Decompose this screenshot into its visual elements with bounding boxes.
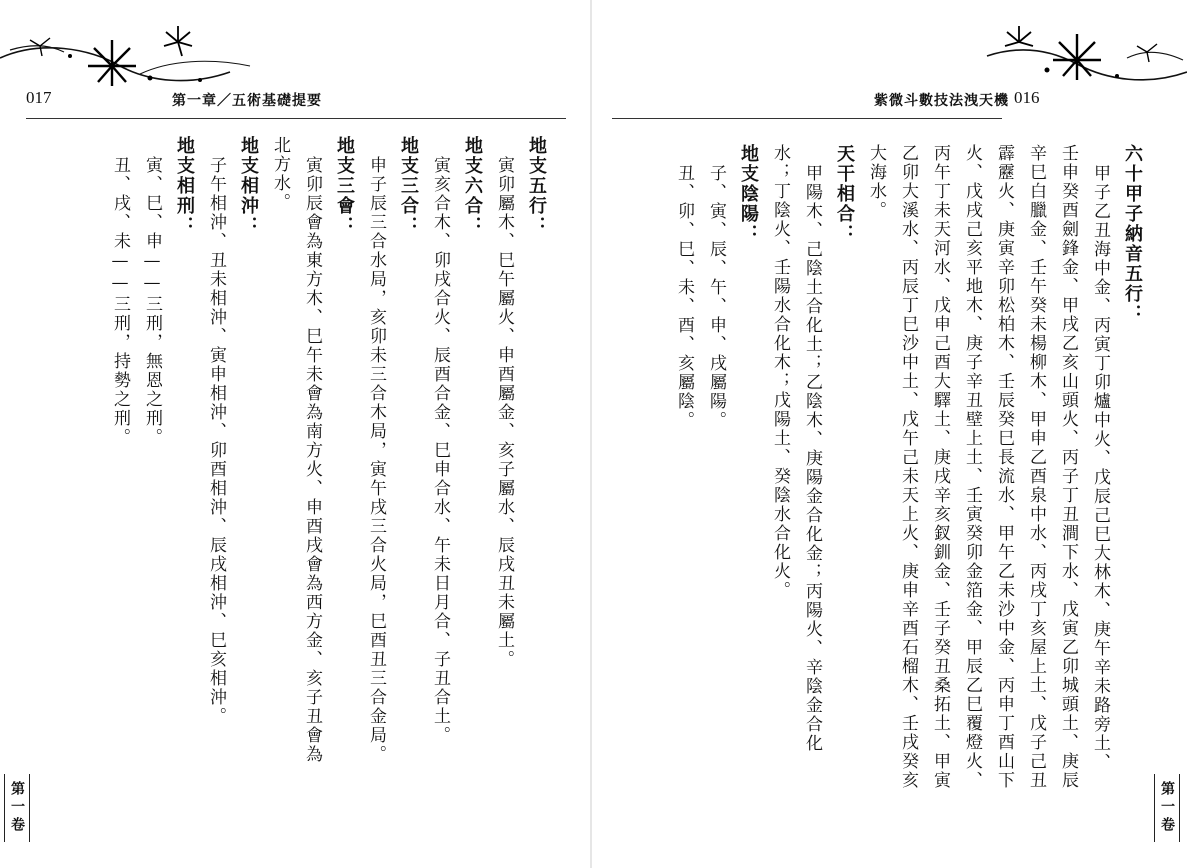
page-number: 017: [26, 88, 52, 107]
header-rule: [26, 118, 566, 119]
text-column: 子、寅、辰、午、申、戌屬陽。: [706, 164, 726, 431]
section-heading: 地支陰陽：: [738, 144, 759, 244]
text-column: 丑、卯、巳、未、酉、亥屬陰。: [674, 164, 694, 431]
text-column: 甲陽木、己陰土合化土；乙陰木、庚陽金合化金；丙陽火、辛陰金合化: [802, 164, 822, 754]
section-heading: 地支五行：: [526, 136, 547, 236]
volume-tab: 第一卷: [1154, 774, 1180, 842]
section-heading: 地支三會：: [334, 136, 355, 236]
text-column: 辛巳白臘金、壬午癸未楊柳木、甲申乙酉泉中水、丙戌丁亥屋上土、戊子己丑: [1026, 144, 1046, 790]
text-column: 寅亥合木、卯戌合火、辰酉合金、巳申合水、午未日月合、子丑合土。: [430, 156, 450, 746]
running-head: 紫微斗數技法洩天機: [874, 93, 1009, 109]
text-column: 寅卯屬木、巳午屬火、申酉屬金、亥子屬水、辰戌丑未屬土。: [494, 156, 514, 670]
section-heading: 地支相沖：: [238, 136, 259, 236]
text-column: 水；丁陰火、壬陽水合化木；戊陽土、癸陰水合化火。: [770, 144, 790, 600]
text-column: 霹靂火、庚寅辛卯松柏木、壬辰癸巳長流水、甲午乙未沙中金、丙申丁酉山下: [994, 144, 1014, 790]
text-column: 壬申癸酉劍鋒金、甲戌乙亥山頭火、丙子丁丑澗下水、戊寅乙卯城頭土、庚辰: [1058, 144, 1078, 790]
text-column: 申子辰三合水局，亥卯未三合木局，寅午戌三合火局，巳酉丑三合金局。: [366, 156, 386, 765]
text-column: 乙卯大溪水、丙辰丁巳沙中土、戊午己未天上火、庚申辛酉石榴木、壬戌癸亥: [898, 144, 918, 790]
text-column: 北方水。: [270, 136, 290, 212]
floral-flourish-icon: [947, 0, 1187, 100]
section-heading: 地支三合：: [398, 136, 419, 236]
text-column: 寅、巳、申——三刑，無恩之刑。: [142, 156, 162, 448]
text-column: 丑、戌、未——三刑，持勢之刑。: [110, 156, 130, 448]
text-column: 子午相沖、丑未相沖、寅申相沖、卯酉相沖、辰戌相沖、巳亥相沖。: [206, 156, 226, 727]
section-heading: 地支相刑：: [174, 136, 195, 236]
running-head: 第一章／五術基礎提要: [172, 93, 322, 109]
left-page: [0, 0, 592, 868]
section-heading: 六十甲子納音五行：: [1122, 144, 1143, 324]
page-number: 016: [1014, 88, 1040, 107]
section-heading: 天干相合：: [834, 144, 855, 244]
text-column: 丙午丁未天河水、戊申己酉大驛土、庚戌辛亥釵釧金、壬子癸丑桑拓土、甲寅: [930, 144, 950, 790]
left-body-text: [62, 136, 552, 836]
text-column: 大海水。: [866, 144, 886, 220]
section-heading: 地支六合：: [462, 136, 483, 236]
volume-tab: 第一卷: [4, 774, 30, 842]
text-column: 甲子乙丑海中金、丙寅丁卯爐中火、戊辰己巳大林木、庚午辛未路旁土、: [1090, 164, 1110, 773]
header-rule: [612, 118, 1002, 119]
floral-flourish-icon: [0, 0, 300, 100]
right-body-text: [674, 144, 1148, 844]
right-page: [592, 0, 1187, 868]
text-column: 寅卯辰會為東方木、巳午未會為南方火、申酉戌會為西方金、亥子丑會為: [302, 156, 322, 765]
text-column: 火、戊戌己亥平地木、庚子辛丑壁上土、壬寅癸卯金箔金、甲辰乙巳覆燈火、: [962, 144, 982, 790]
